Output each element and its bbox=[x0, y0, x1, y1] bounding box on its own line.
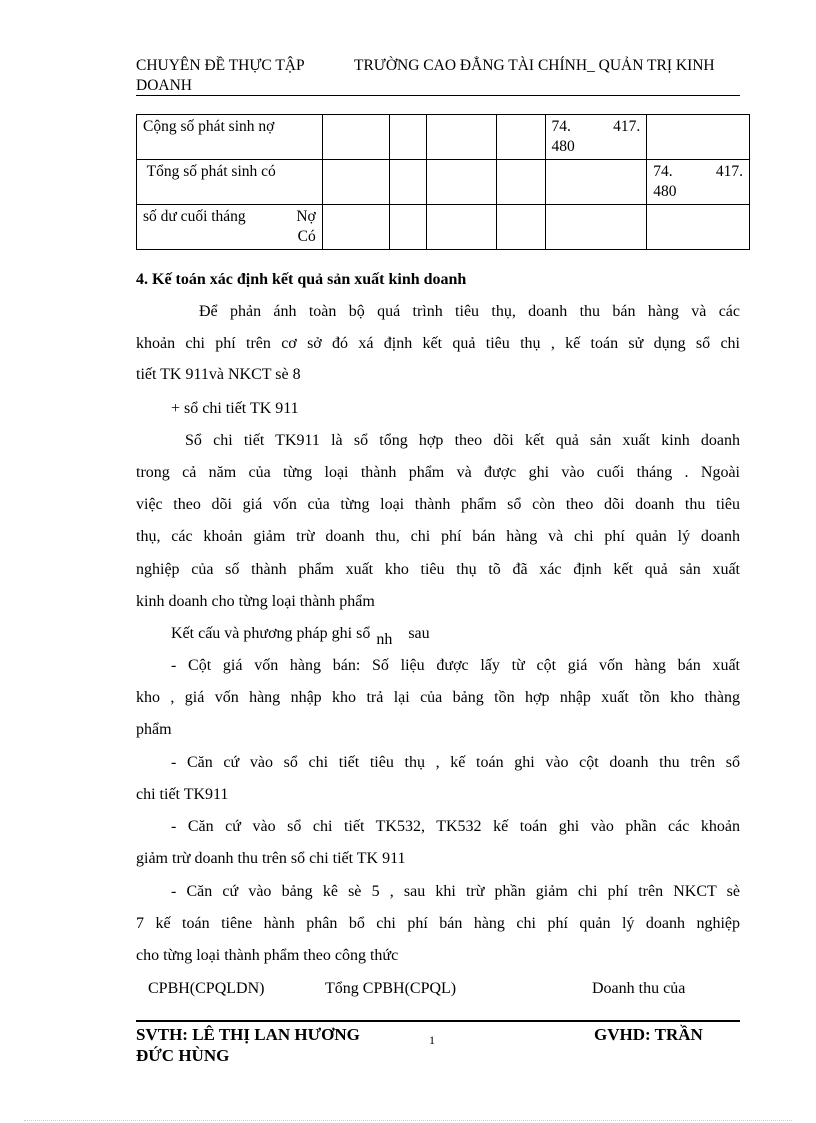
paragraph-line: Sổ chi tiết TK911 là sổ tổng hợp theo dõi kết quả sản xuất kinh doanh bbox=[185, 432, 740, 449]
footer-advisor: GVHD: TRẦN bbox=[594, 1025, 703, 1044]
value-part: 480 bbox=[653, 183, 677, 200]
paragraph-line: thụ, các khoản giảm trừ doanh thu, chi phí bán hàng và chi phí quản lý doanh bbox=[136, 528, 740, 545]
table-cell bbox=[496, 205, 545, 250]
table-cell bbox=[647, 115, 750, 160]
table-cell bbox=[647, 205, 750, 250]
paragraph-line: trong cả năm của từng loại thành phẩm và được ghi vào cuối tháng . Ngoài bbox=[136, 464, 740, 481]
value-part: 74. bbox=[551, 118, 571, 135]
header-title-right: TRƯỜNG CAO ĐẲNG TÀI CHÍNH_ QUẢN TRỊ KINH bbox=[354, 57, 715, 74]
table-cell bbox=[322, 160, 390, 205]
table-cell bbox=[427, 160, 497, 205]
paragraph-line: kho , giá vốn hàng nhập kho trả lại của bảng tồn hợp nhập xuất tồn kho thàng bbox=[136, 689, 740, 706]
value-part: 480 bbox=[551, 138, 575, 155]
table-cell-value bbox=[545, 115, 647, 160]
label-part: số dư cuối tháng bbox=[143, 208, 246, 225]
paragraph-line: + sổ chi tiết TK 911 bbox=[171, 400, 299, 417]
paragraph-line: kinh doanh cho từng loại thành phẩm bbox=[136, 593, 375, 610]
value-part: 417. bbox=[715, 163, 743, 180]
paragraph-line: Để phản ánh toàn bộ quá trình tiêu thụ, doanh thu bán hàng và các bbox=[199, 303, 740, 320]
table-cell bbox=[545, 160, 647, 205]
header-title-left: CHUYÊN ĐỀ THỰC TẬP bbox=[136, 57, 305, 74]
label-part: Có bbox=[297, 228, 316, 245]
footer-student: SVTH: LÊ THỊ LAN HƯƠNG bbox=[136, 1025, 360, 1044]
table-cell-value bbox=[647, 160, 750, 205]
value-part: 417. bbox=[613, 118, 641, 135]
page-edge bbox=[24, 1120, 792, 1121]
text-run: Kết cấu và phương pháp ghi sổ bbox=[171, 625, 371, 642]
table-cell-label bbox=[137, 205, 323, 250]
footer-rule bbox=[136, 1020, 740, 1022]
table-row bbox=[137, 160, 750, 205]
paragraph-line: 7 kế toán tiêne hành phân bổ chi phí bán hàng chi phí quản lý doanh nghiệp bbox=[136, 915, 740, 932]
paragraph-line: nghiệp của số thành phẩm xuất kho tiêu thụ tõ đã xác định kết quả sản xuất bbox=[136, 561, 740, 578]
table-cell-label: Cộng số phát sinh nợ bbox=[137, 115, 323, 160]
table-cell bbox=[427, 115, 497, 160]
ledger-table bbox=[136, 114, 750, 250]
formula-term: Tổng CPBH(CPQL) bbox=[325, 980, 457, 997]
paragraph-line: phẩm bbox=[136, 721, 172, 738]
footer-student-cont: ĐỨC HÙNG bbox=[136, 1046, 230, 1065]
paragraph-line bbox=[171, 625, 430, 648]
table-row bbox=[137, 115, 750, 160]
paragraph-line: tiết TK 911và NKCT sè 8 bbox=[136, 366, 301, 383]
table-cell-label: Tổng số phát sinh có bbox=[137, 160, 323, 205]
paragraph-line: cho từng loại thành phẩm theo công thức bbox=[136, 947, 399, 964]
table-cell bbox=[390, 115, 427, 160]
table-cell bbox=[322, 205, 390, 250]
table-cell bbox=[496, 115, 545, 160]
formula-term: CPBH(CPQLDN) bbox=[148, 980, 265, 997]
paragraph-line: khoản chi phí trên cơ sở đó xá định kết quả tiêu thụ , kế toán sử dụng sổ chi bbox=[136, 335, 740, 352]
table-cell bbox=[390, 160, 427, 205]
header-title-left-cont: DOANH bbox=[136, 77, 192, 94]
table-cell bbox=[427, 205, 497, 250]
page-number: 1 bbox=[429, 1033, 435, 1047]
table-cell bbox=[545, 205, 647, 250]
section-heading: 4. Kế toán xác định kết quả sản xuất kinh doanh bbox=[136, 271, 467, 288]
table-cell bbox=[322, 115, 390, 160]
header-rule bbox=[136, 95, 740, 96]
table-row bbox=[137, 205, 750, 250]
paragraph-line: giảm trừ doanh thu trên sổ chi tiết TK 911 bbox=[136, 850, 406, 867]
table-cell bbox=[390, 205, 427, 250]
table-cell bbox=[496, 160, 545, 205]
paragraph-line: việc theo dõi giá vốn của từng loại thành phẩm sổ còn theo dõi doanh thu tiêu bbox=[136, 496, 740, 513]
value-part: 74. bbox=[653, 163, 673, 180]
paragraph-line: - Căn cứ vào sổ chi tiết tiêu thụ , kế toán ghi vào cột doanh thu trên sổ bbox=[171, 754, 740, 771]
paragraph-line: - Căn cứ vào sổ chi tiết TK532, TK532 kế toán ghi vào phần các khoản bbox=[171, 818, 740, 835]
text-run: sau bbox=[408, 625, 430, 642]
paragraph-line: - Căn cứ vào bảng kê sè 5 , sau khi trừ phần giảm chi phí trên NKCT sè bbox=[171, 883, 740, 900]
paragraph-line: - Cột giá vốn hàng bán: Số liệu được lấy từ cột giá vốn hàng bán xuất bbox=[171, 657, 740, 674]
label-part: Nợ bbox=[296, 208, 316, 225]
paragraph-line: chi tiết TK911 bbox=[136, 786, 229, 803]
text-run: nh bbox=[376, 631, 393, 648]
formula-term: Doanh thu của bbox=[592, 980, 686, 997]
